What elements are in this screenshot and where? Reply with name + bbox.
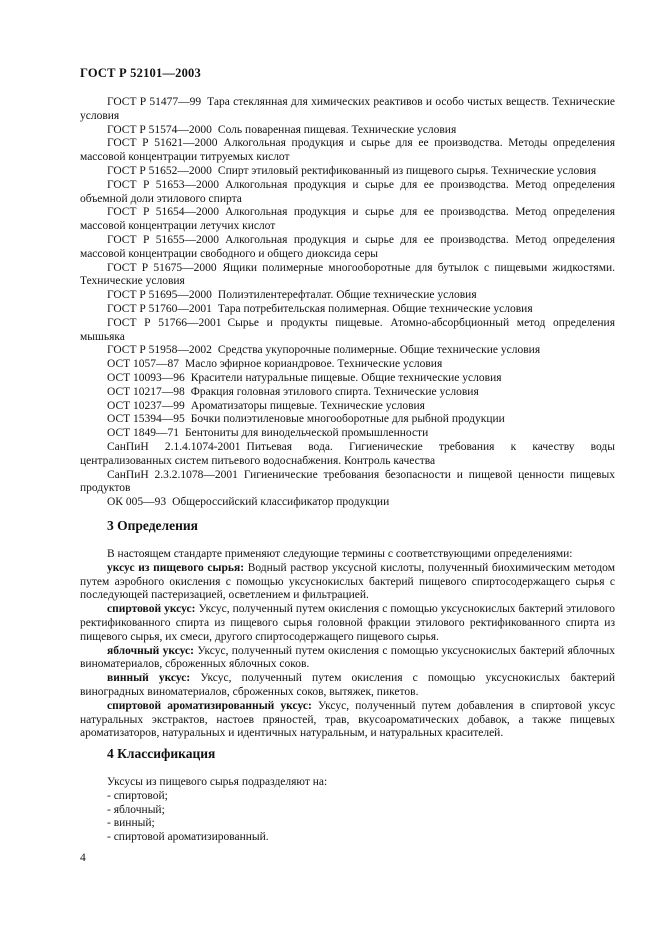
definition-text: Уксус, полученный путем окисления с помощью уксуснокислых бактерий этилового ректификованного спирта из пищевого сырья головной фракции этилового ректификованного спирта из пищевого сырья, их смеси, другого спиртосодержащего пищевого сырья.: [80, 603, 616, 643]
reference-code: ГОСТ Р 51766—2001: [107, 316, 222, 329]
reference-item: [80, 206, 615, 234]
reference-text: Бочки полиэтиленовые многооборотные для рыбной продукции: [190, 413, 505, 426]
definition-term: уксус из пищевого сырья:: [107, 561, 245, 574]
reference-text: Фракция головная этилового спирта. Технические условия: [190, 385, 479, 398]
reference-item: [80, 165, 615, 179]
reference-item: [80, 400, 615, 414]
reference-code: ОСТ 10237—99: [107, 399, 185, 412]
reference-item: [80, 179, 615, 207]
reference-code: ОСТ 10093—96: [107, 371, 185, 384]
reference-item: [80, 262, 615, 290]
reference-code: ГОСТ Р 51621—2000: [107, 137, 218, 150]
reference-text: Масло эфирное кориандровое. Технические условия: [185, 358, 443, 371]
reference-item: [80, 317, 615, 345]
definition-term: спиртовой ароматизированный уксус:: [107, 699, 312, 712]
definition-text: Уксус, полученный путем добавления в спиртовой уксус натуральных экстрактов, настоев пряностей, трав, вкусоароматических добавок, а также пищевых ароматизаторов, натуральных и идентичных натуральным, и натуральных красителей.: [80, 699, 615, 740]
document-header: ГОСТ Р 52101—2003: [80, 66, 201, 80]
reference-text: Гигиенические требования безопасности и пищевой ценности пищевых продуктов: [80, 468, 615, 495]
reference-text: Алкогольная продукция и сырье для ее производства. Метод определения массовой концентрации летучих кислот: [80, 206, 615, 233]
reference-text: Питьевая вода. Гигиенические требования к качеству воды централизованных систем питьевого водоснабжения. Контроль качества: [80, 440, 615, 467]
definition-item: [80, 672, 615, 700]
reference-item: [80, 234, 615, 262]
reference-text: Бентониты для винодельческой промышленности: [185, 427, 429, 440]
reference-code: СанПиН 2.1.4.1074-2001: [107, 440, 241, 453]
page-number: 4: [80, 852, 86, 864]
reference-code: ГОСТ Р 51655—2000: [107, 233, 220, 246]
classification: [80, 776, 615, 845]
reference-item: [80, 358, 615, 372]
reference-code: ГОСТ Р 51958—2002: [107, 344, 212, 357]
reference-text: Алкогольная продукция и сырье для ее производства. Методы определения массовой концентрации титруемых кислот: [80, 137, 615, 164]
definition-item: [80, 562, 615, 603]
definition-text: Водный раствор уксусной кислоты, полученный биохимическим методом путем аэробного окисления с помощью уксуснокислых бактерий пищевого спиртосодержащего сырья с последующей пастеризацией, осветлением и фильтрацией.: [80, 561, 615, 602]
reference-text: Алкогольная продукция и сырье для ее производства. Метод определения массовой концентрации свободного и общего диоксида серы: [80, 233, 615, 260]
definition-text: Уксус, полученный путем окисления с помощью уксуснокислых бактерий яблочных виноматериалов, сброженных яблочных соков.: [80, 644, 616, 671]
reference-text: Сырье и продукты пищевые. Атомно-абсорбционный метод определения мышьяка: [80, 316, 615, 343]
reference-code: ГОСТ Р 51760—2001: [107, 302, 212, 315]
reference-code: ГОСТ Р 51675—2000: [107, 261, 217, 274]
classification-intro: Уксусы из пищевого сырья подразделяют на:: [107, 776, 328, 788]
list-item: - спиртовой;: [107, 789, 168, 802]
reference-code: ОК 005—93: [107, 496, 167, 509]
reference-code: ОСТ 1057—87: [107, 358, 180, 371]
reference-text: Ящики полимерные многооборотные для бутылок с пищевыми жидкостями. Технические условия: [80, 261, 615, 288]
reference-code: ГОСТ Р 51653—2000: [107, 178, 220, 191]
reference-text: Тара стеклянная для химических реактивов и особо чистых веществ. Технические условия: [80, 96, 616, 122]
definition-item: [80, 645, 615, 673]
definitions: [80, 548, 615, 741]
reference-item: [80, 303, 615, 317]
reference-item: [80, 372, 615, 386]
definition-term: яблочный уксус:: [107, 644, 194, 657]
reference-text: Красители натуральные пищевые. Общие технические условия: [190, 371, 502, 384]
reference-text: Общероссийский классификатор продукции: [172, 496, 390, 509]
reference-code: СанПиН 2.3.2.1078—2001: [107, 468, 238, 481]
definition-item: [80, 603, 615, 644]
reference-code: ОСТ 10217—98: [107, 385, 185, 398]
reference-item: [80, 344, 615, 358]
reference-item: [80, 289, 615, 303]
list-item: - спиртовой ароматизированный.: [107, 831, 269, 844]
list-item: - яблочный;: [107, 803, 165, 816]
reference-item: [80, 124, 615, 138]
reference-item: [80, 386, 615, 400]
definitions-intro: В настоящем стандарте применяют следующие термины с соответствующими определениями:: [107, 548, 573, 560]
reference-code: ГОСТ Р 51652—2000: [107, 164, 212, 177]
reference-code: ГОСТ Р 51654—2000: [107, 206, 220, 219]
reference-code: ОСТ 15394—95: [107, 413, 185, 426]
list-item: - винный;: [107, 817, 155, 830]
reference-item: [80, 413, 615, 427]
reference-code: ОСТ 1849—71: [107, 427, 180, 440]
definition-term: спиртовой уксус:: [107, 603, 196, 616]
reference-text: Алкогольная продукция и сырье для ее производства. Метод определения объемной доли этилового спирта: [80, 178, 615, 205]
reference-code: ГОСТ Р 51574—2000: [107, 123, 212, 136]
section-4-title: 4 Классификация: [107, 746, 216, 761]
reference-text: Полиэтилентерефталат. Общие технические условия: [217, 289, 477, 302]
references-list: [80, 96, 615, 510]
reference-text: Тара потребительская полимерная. Общие технические условия: [217, 302, 533, 315]
reference-text: Средства укупорочные полимерные. Общие технические условия: [217, 344, 541, 357]
reference-code: ГОСТ Р 51695—2000: [107, 289, 212, 302]
definition-term: винный уксус:: [107, 672, 191, 685]
reference-text: Спирт этиловый ректификованный из пищевого сырья. Технические условия: [217, 164, 597, 177]
reference-text: Соль поваренная пищевая. Технические условия: [217, 123, 457, 136]
reference-item: [80, 441, 615, 469]
definition-item: [80, 700, 615, 741]
reference-item: [80, 427, 615, 441]
definition-text: Уксус, полученный путем окисления с помощью уксуснокислых бактерий виноградных виноматериалов, сброженных соков, вытяжек, пикетов.: [80, 672, 615, 698]
reference-item: [80, 137, 615, 165]
reference-item: [80, 469, 615, 497]
classification-list: [80, 790, 615, 845]
section-3-title: 3 Определения: [107, 518, 198, 533]
reference-item: [80, 96, 615, 124]
reference-text: Ароматизаторы пищевые. Технические условия: [190, 399, 425, 412]
reference-item: [80, 496, 615, 510]
reference-code: ГОСТ Р 51477—99: [107, 96, 202, 108]
